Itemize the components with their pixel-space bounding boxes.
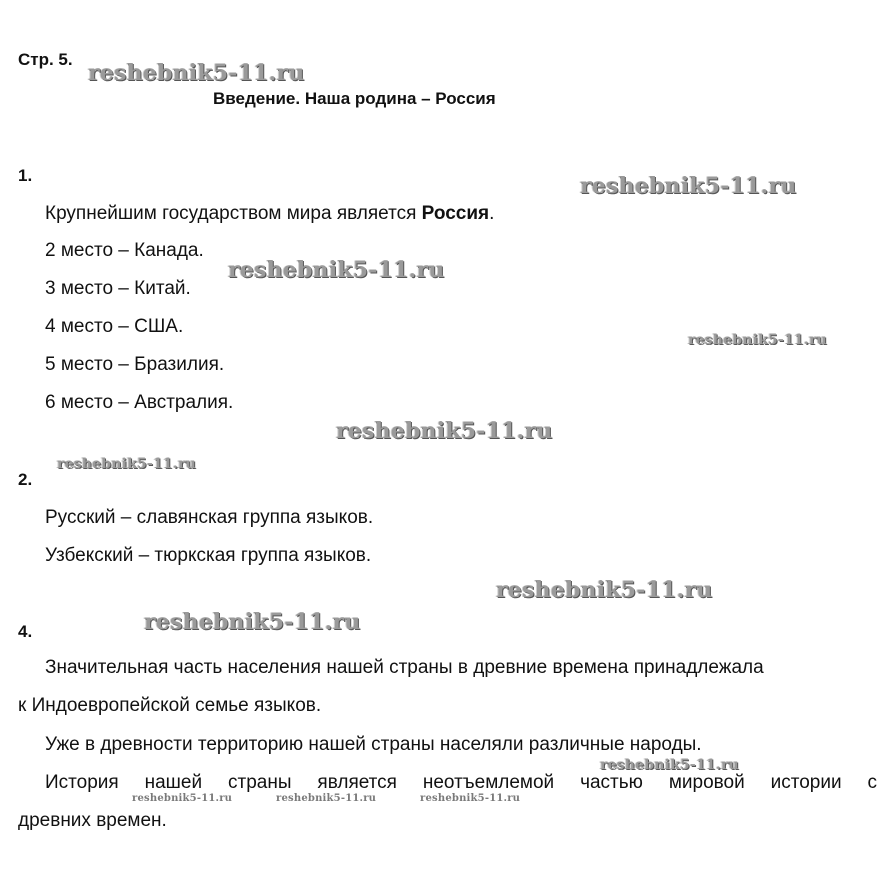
answer-line-1-3: 4 место – США. (45, 316, 184, 337)
watermark: reshebnik5-11.ru (420, 793, 521, 804)
answer-line-1-2: 3 место – Китай. (45, 278, 191, 299)
watermark: reshebnik5-11.ru (276, 793, 377, 804)
watermark: reshebnik5-11.ru (228, 257, 445, 283)
answer-line-4-2: Уже в древности территорию нашей страны населяли различные народы. (45, 734, 702, 755)
page-title: Введение. Наша родина – Россия (213, 89, 496, 108)
answer-line-2-0: Русский – славянская группа языков. (45, 507, 374, 528)
answer-line-4-4: древних времен. (18, 810, 167, 831)
watermark: reshebnik5-11.ru (144, 609, 361, 635)
answer-line-1-5: 6 место – Австралия. (45, 392, 234, 413)
answer-line-4-3: История нашей страны является неотъемлемой частью мировой истории с (45, 772, 877, 793)
answer-line-1-4: 5 место – Бразилия. (45, 354, 225, 375)
watermark: reshebnik5-11.ru (88, 60, 305, 86)
answer-line-4-0: Значительная часть населения нашей страны в древние времена принадлежала (45, 657, 764, 678)
answer-line-1-1: 2 место – Канада. (45, 240, 204, 261)
answer-line-4-1: к Индоевропейской семье языков. (18, 695, 322, 716)
watermark: reshebnik5-11.ru (600, 757, 739, 773)
watermark: reshebnik5-11.ru (57, 456, 196, 472)
question-number-1: 1. (18, 166, 33, 185)
answer-line-1-0: Крупнейшим государством мира является Россия. (45, 203, 495, 224)
watermark: reshebnik5-11.ru (132, 793, 233, 804)
page-reference: Стр. 5. (18, 50, 73, 69)
answer-highlight: Россия (421, 203, 490, 224)
watermark: reshebnik5-11.ru (688, 332, 827, 348)
watermark: reshebnik5-11.ru (496, 577, 713, 603)
answer-line-2-1: Узбекский – тюркская группа языков. (45, 545, 372, 566)
watermark: reshebnik5-11.ru (580, 173, 797, 199)
question-number-4: 4. (18, 622, 33, 641)
watermark: reshebnik5-11.ru (336, 418, 553, 444)
question-number-2: 2. (18, 470, 33, 489)
